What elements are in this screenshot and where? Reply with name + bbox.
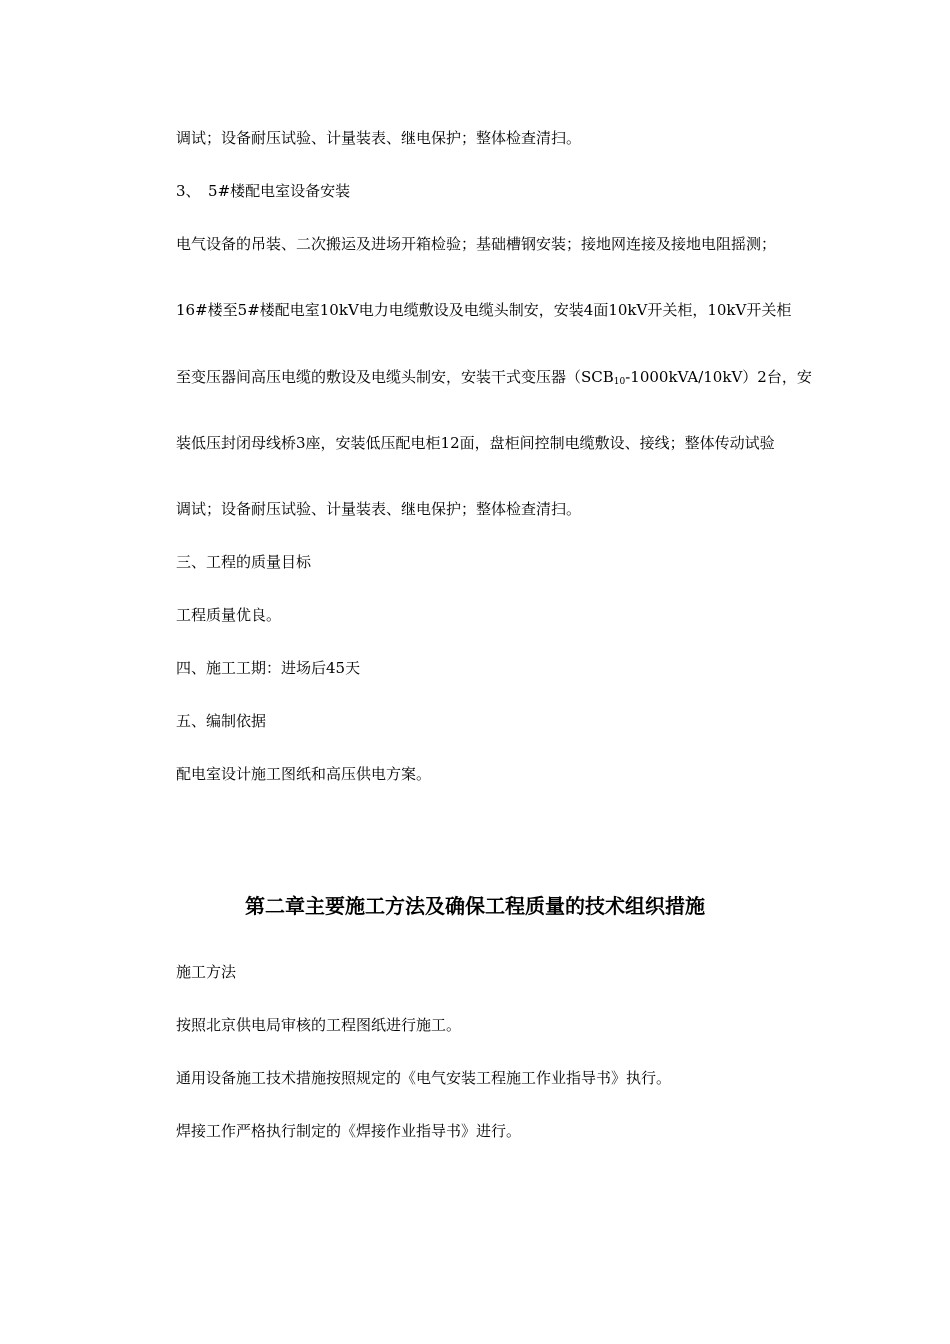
paragraph-transformer: 至变压器间高压电缆的敷设及电缆头制安，安装干式变压器$(SCB_{10}-1000kVA/10kV)2$台，安 <box>176 368 812 387</box>
section-heading-quality-target: 三、工程的质量目标 <box>176 553 312 571</box>
paragraph-commissioning-2: 调试；设备耐压试验、计量装表、继电保护；整体检查清扫。 <box>176 500 582 518</box>
section-heading-construction-method: 施工方法 <box>176 963 237 981</box>
paragraph-drawings: 按照北京供电局审核的工程图纸进行施工。 <box>176 1016 462 1034</box>
chapter-title: 第二章主要施工方法及确保工程质量的技术组织措施 <box>245 894 705 918</box>
section-heading-schedule: 四、施工工期：进场后45天 <box>176 659 361 677</box>
section-heading-basis: 五、编制依据 <box>176 712 267 730</box>
paragraph-commissioning-1: 调试；设备耐压试验、计量装表、继电保护；整体检查清扫。 <box>176 129 582 147</box>
paragraph-low-voltage: 装低压封闭母线桥3座，安装低压配电柜12面，盘柜间控制电缆敷设、接线；整体传动试验 <box>176 434 775 452</box>
section-heading-5-building: 3、 5#楼配电室设备安装 <box>176 182 351 200</box>
paragraph-quality: 工程质量优良。 <box>176 606 282 624</box>
paragraph-welding: 焊接工作严格执行制定的《焊接作业指导书》进行。 <box>176 1122 522 1140</box>
paragraph-cable-laying: 16#楼至5#楼配电室10kV电力电缆敷设及电缆头制安，安装4面10kV开关柜，10kV开关柜 <box>176 301 792 319</box>
paragraph-equipment-lifting: 电气设备的吊装、二次搬运及进场开箱检验；基础槽钢安装；接地网连接及接地电阻摇测； <box>176 235 777 253</box>
paragraph-general-measures: 通用设备施工技术措施按照规定的《电气安装工程施工作业指导书》执行。 <box>176 1069 672 1087</box>
subscript: 10 <box>613 377 626 387</box>
paragraph-basis: 配电室设计施工图纸和高压供电方案。 <box>176 765 432 783</box>
